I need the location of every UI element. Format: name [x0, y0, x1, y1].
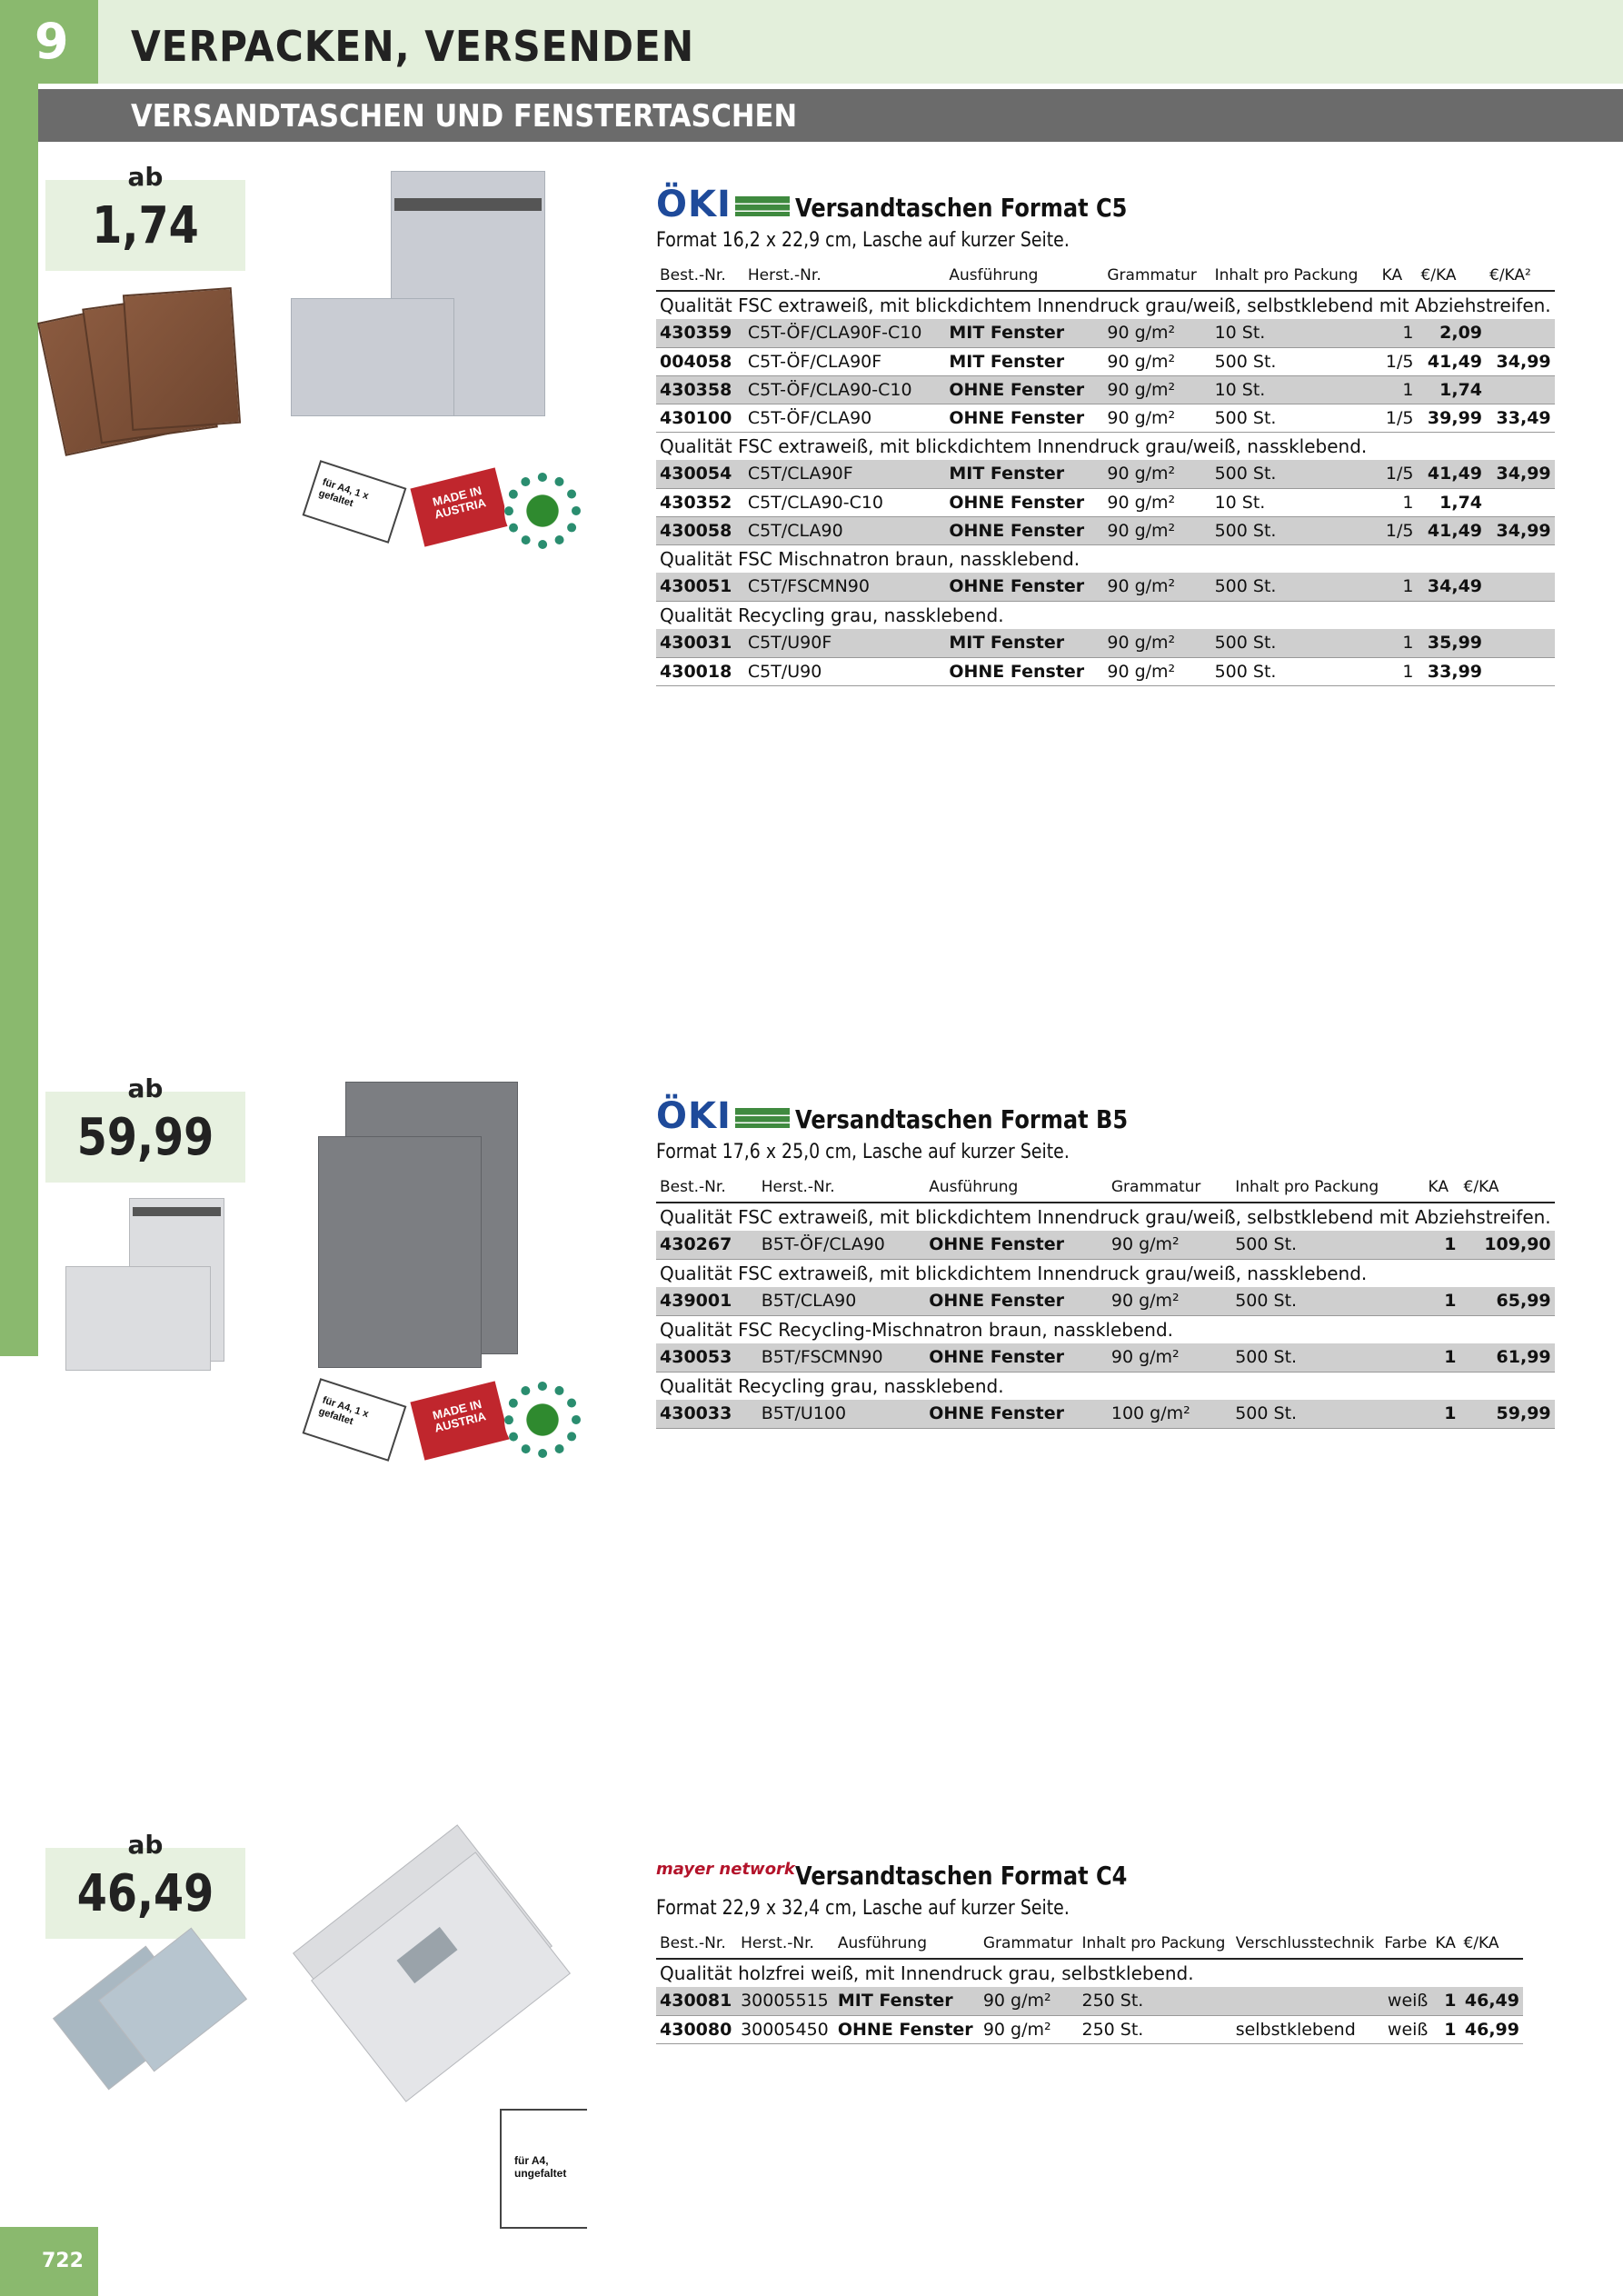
table-row — [656, 573, 1555, 601]
table-cell: 500 St. — [1211, 629, 1379, 657]
quality-row — [656, 544, 1555, 573]
table-cell: 30005450 — [737, 2015, 834, 2043]
table-cell: C5T/CLA90 — [744, 516, 945, 544]
table-cell: 34,99 — [1486, 347, 1555, 375]
table-cell: 41,49 — [1417, 516, 1486, 544]
table-cell: C5T/CLA90-C10 — [744, 488, 945, 516]
quality-description: Qualität Recycling grau, nassklebend. — [660, 604, 1004, 626]
table-cell: 430081 — [656, 1987, 737, 2015]
table-cell: OHNE Fenster — [925, 1287, 1108, 1315]
table-cell: 500 St. — [1211, 460, 1379, 488]
table-cell: 500 St. — [1231, 1400, 1424, 1428]
quality-row — [656, 1259, 1555, 1287]
brand-logo: ÖKI — [656, 1095, 790, 1137]
table-cell: 34,49 — [1417, 573, 1486, 601]
price-prefix: ab — [127, 162, 164, 192]
table-cell: 430031 — [656, 629, 744, 657]
table-cell: 1 — [1379, 375, 1418, 404]
table-cell: 90 g/m² — [980, 1987, 1079, 2015]
table-cell: 90 g/m² — [1103, 573, 1210, 601]
price-badge — [45, 162, 245, 271]
table-cell: 46,99 — [1459, 2015, 1523, 2043]
table-header — [656, 1928, 1523, 1959]
table-cell: 39,99 — [1417, 404, 1486, 432]
table-cell: B5T/U100 — [758, 1400, 925, 1428]
table-cell: 430100 — [656, 404, 744, 432]
table-cell: 1 — [1431, 1987, 1459, 2015]
table-row — [656, 629, 1555, 657]
quality-row — [656, 1203, 1555, 1231]
table-cell: 33,49 — [1486, 404, 1555, 432]
quality-row — [656, 432, 1555, 460]
table-header — [656, 260, 1555, 291]
eco-seal-icon — [504, 1382, 581, 1458]
table-cell: MIT Fenster — [945, 629, 1103, 657]
product-title: Versandtaschen Format C5 — [795, 193, 1128, 223]
column-header: Grammatur — [980, 1928, 1079, 1959]
price-badge — [45, 1830, 245, 1939]
product-title: Versandtaschen Format B5 — [795, 1104, 1129, 1134]
column-header: Ausführung — [834, 1928, 980, 1959]
table-cell: 109,90 — [1460, 1231, 1555, 1259]
column-header: Herst.-Nr. — [758, 1172, 925, 1203]
table-cell: weiß — [1380, 1987, 1431, 2015]
table-cell: 1 — [1379, 629, 1418, 657]
table-cell: 90 g/m² — [1103, 375, 1210, 404]
product-image-dark-envelope — [318, 1082, 518, 1368]
product-description: Format 16,2 x 22,9 cm, Lasche auf kurzer Seite. — [656, 229, 1070, 252]
table-cell: 500 St. — [1231, 1287, 1424, 1315]
table-cell: OHNE Fenster — [945, 488, 1103, 516]
product-table — [656, 260, 1555, 686]
table-row — [656, 1231, 1555, 1259]
column-header: Herst.-Nr. — [744, 260, 945, 291]
table-cell: 90 g/m² — [1108, 1231, 1231, 1259]
quality-description: Qualität FSC Mischnatron braun, nassklebend. — [660, 547, 1080, 570]
table-cell: 34,99 — [1486, 516, 1555, 544]
table-cell: 1 — [1425, 1231, 1460, 1259]
product-title: Versandtaschen Format C4 — [795, 1861, 1128, 1891]
table-cell: 1 — [1425, 1400, 1460, 1428]
table-row — [656, 375, 1555, 404]
table-cell: 1,74 — [1417, 375, 1486, 404]
table-cell: 90 g/m² — [980, 2015, 1079, 2043]
table-cell: 61,99 — [1460, 1343, 1555, 1372]
table-cell: 10 St. — [1211, 488, 1379, 516]
table-cell: OHNE Fenster — [945, 573, 1103, 601]
table-cell: 1 — [1425, 1343, 1460, 1372]
table-cell: 430018 — [656, 657, 744, 685]
table-cell: C5T/CLA90F — [744, 460, 945, 488]
section-title: VERSANDTASCHEN UND FENSTERTASCHEN — [131, 98, 798, 135]
table-cell: 90 g/m² — [1103, 629, 1210, 657]
table-cell: 34,99 — [1486, 460, 1555, 488]
table-cell: C5T-ÖF/CLA90F — [744, 347, 945, 375]
table-cell: 46,49 — [1459, 1987, 1523, 2015]
table-cell: 1 — [1379, 573, 1418, 601]
column-header: Inhalt pro Packung — [1078, 1928, 1231, 1959]
product-table — [656, 1928, 1523, 2044]
table-cell: 90 g/m² — [1108, 1343, 1231, 1372]
column-header: KA — [1379, 260, 1418, 291]
table-cell: 90 g/m² — [1103, 404, 1210, 432]
column-header: Inhalt pro Packung — [1231, 1172, 1424, 1203]
page-number: 722 — [0, 2227, 98, 2296]
column-header: Herst.-Nr. — [737, 1928, 834, 1959]
table-cell: 1 — [1379, 319, 1418, 347]
table-cell — [1486, 629, 1555, 657]
table-row — [656, 460, 1555, 488]
table-cell: 65,99 — [1460, 1287, 1555, 1315]
table-cell: B5T/FSCMN90 — [758, 1343, 925, 1372]
column-header: €/KA — [1417, 260, 1486, 291]
table-cell: 430358 — [656, 375, 744, 404]
price-prefix: ab — [127, 1830, 164, 1860]
table-cell: OHNE Fenster — [925, 1343, 1108, 1372]
table-cell: OHNE Fenster — [945, 657, 1103, 685]
column-header: Best.-Nr. — [656, 1928, 737, 1959]
table-cell: 90 g/m² — [1103, 657, 1210, 685]
table-cell: C5T-ÖF/CLA90F-C10 — [744, 319, 945, 347]
quality-description: Qualität FSC extraweiß, mit blickdichtem Innendruck grau/weiß, nassklebend. — [660, 1262, 1368, 1284]
table-cell: 1/5 — [1379, 347, 1418, 375]
table-cell: 1/5 — [1379, 404, 1418, 432]
quality-description: Qualität FSC extraweiß, mit blickdichtem Innendruck grau/weiß, nassklebend. — [660, 434, 1368, 457]
table-row — [656, 347, 1555, 375]
table-cell: 430033 — [656, 1400, 758, 1428]
table-cell: C5T-ÖF/CLA90 — [744, 404, 945, 432]
column-header: €/KA² — [1486, 260, 1555, 291]
column-header: Best.-Nr. — [656, 260, 744, 291]
table-cell: 30005515 — [737, 1987, 834, 2015]
table-cell: OHNE Fenster — [925, 1231, 1108, 1259]
table-row — [656, 488, 1555, 516]
quality-description: Qualität FSC Recycling-Mischnatron braun, nassklebend. — [660, 1318, 1173, 1341]
table-cell: 500 St. — [1231, 1231, 1424, 1259]
table-cell: 100 g/m² — [1108, 1400, 1231, 1428]
table-cell: 2,09 — [1417, 319, 1486, 347]
table-cell: 500 St. — [1211, 657, 1379, 685]
table-cell: 41,49 — [1417, 460, 1486, 488]
column-header: KA — [1425, 1172, 1460, 1203]
table-row — [656, 319, 1555, 347]
table-cell: OHNE Fenster — [945, 375, 1103, 404]
quality-row — [656, 601, 1555, 629]
table-cell: 41,49 — [1417, 347, 1486, 375]
brand-logo: mayer network — [656, 1860, 795, 1879]
table-cell: 1 — [1379, 657, 1418, 685]
table-cell: 90 g/m² — [1108, 1287, 1231, 1315]
table-cell: 430359 — [656, 319, 744, 347]
table-cell: 430058 — [656, 516, 744, 544]
table-cell: B5T/CLA90 — [758, 1287, 925, 1315]
table-cell: 90 g/m² — [1103, 347, 1210, 375]
product-description: Format 17,6 x 25,0 cm, Lasche auf kurzer Seite. — [656, 1141, 1070, 1163]
table-cell: MIT Fenster — [945, 460, 1103, 488]
table-cell: MIT Fenster — [834, 1987, 980, 2015]
quality-description: Qualität Recycling grau, nassklebend. — [660, 1374, 1004, 1397]
table-cell: 90 g/m² — [1103, 488, 1210, 516]
table-row — [656, 657, 1555, 685]
table-cell: selbstklebend — [1232, 2015, 1381, 2043]
table-cell: MIT Fenster — [945, 319, 1103, 347]
table-cell: 500 St. — [1231, 1343, 1424, 1372]
table-cell: 1,74 — [1417, 488, 1486, 516]
product-image-grey-envelope — [291, 171, 554, 416]
table-cell: C5T/U90F — [744, 629, 945, 657]
table-cell: OHNE Fenster — [925, 1400, 1108, 1428]
product-table — [656, 1172, 1555, 1429]
quality-description: Qualität holzfrei weiß, mit Innendruck grau, selbstklebend. — [660, 1962, 1194, 1984]
table-cell: 500 St. — [1211, 516, 1379, 544]
table-cell: 500 St. — [1211, 347, 1379, 375]
table-cell: OHNE Fenster — [945, 404, 1103, 432]
page-title: VERPACKEN, VERSENDEN — [131, 22, 695, 71]
table-cell: 430053 — [656, 1343, 758, 1372]
column-header: Inhalt pro Packung — [1211, 260, 1379, 291]
table-cell: B5T-ÖF/CLA90 — [758, 1231, 925, 1259]
table-row — [656, 1400, 1555, 1428]
table-cell: 439001 — [656, 1287, 758, 1315]
folding-info-card: für A4, 1 x gefaltet — [303, 1378, 407, 1462]
table-cell: OHNE Fenster — [834, 2015, 980, 2043]
table-cell — [1486, 375, 1555, 404]
table-row — [656, 1287, 1555, 1315]
table-cell: C5T-ÖF/CLA90-C10 — [744, 375, 945, 404]
table-cell: 1 — [1425, 1287, 1460, 1315]
table-cell: 1 — [1431, 2015, 1459, 2043]
table-cell: 430051 — [656, 573, 744, 601]
column-header: Best.-Nr. — [656, 1172, 758, 1203]
table-cell: weiß — [1380, 2015, 1431, 2043]
folding-info-card: für A4, ungefaltet — [500, 2109, 587, 2229]
table-row — [656, 1343, 1555, 1372]
product-image-brown-envelopes — [50, 291, 241, 445]
quality-row — [656, 291, 1555, 319]
column-header: KA — [1431, 1928, 1459, 1959]
table-cell: 430080 — [656, 2015, 737, 2043]
price-value: 1,74 — [92, 196, 199, 255]
table-cell: 004058 — [656, 347, 744, 375]
table-cell: 90 g/m² — [1103, 516, 1210, 544]
table-cell: 10 St. — [1211, 319, 1379, 347]
quality-row — [656, 1959, 1523, 1987]
table-cell: MIT Fenster — [945, 347, 1103, 375]
column-header: Ausführung — [925, 1172, 1108, 1203]
table-cell: 250 St. — [1078, 2015, 1231, 2043]
quality-row — [656, 1372, 1555, 1400]
product-description: Format 22,9 x 32,4 cm, Lasche auf kurzer Seite. — [656, 1897, 1070, 1920]
table-row — [656, 2015, 1523, 2043]
table-cell — [1486, 488, 1555, 516]
table-cell: 500 St. — [1211, 573, 1379, 601]
table-header — [656, 1172, 1555, 1203]
eco-seal-icon — [504, 473, 581, 549]
brand-logo: ÖKI — [656, 184, 790, 225]
quality-description: Qualität FSC extraweiß, mit blickdichtem Innendruck grau/weiß, selbstklebend mit Abziehstreifen. — [660, 294, 1551, 316]
column-header: Grammatur — [1108, 1172, 1231, 1203]
table-cell — [1232, 1987, 1381, 2015]
table-cell — [1486, 657, 1555, 685]
table-cell: C5T/FSCMN90 — [744, 573, 945, 601]
table-cell: 430054 — [656, 460, 744, 488]
table-cell: 1/5 — [1379, 460, 1418, 488]
table-cell: 500 St. — [1211, 404, 1379, 432]
side-bar — [0, 84, 38, 1356]
table-cell: 430352 — [656, 488, 744, 516]
table-cell: 35,99 — [1417, 629, 1486, 657]
table-cell: 90 g/m² — [1103, 460, 1210, 488]
column-header: €/KA — [1459, 1928, 1523, 1959]
made-in-austria-badge: MADE IN AUSTRIA — [410, 1381, 509, 1460]
table-cell: 430267 — [656, 1231, 758, 1259]
table-cell: 10 St. — [1211, 375, 1379, 404]
table-cell: 250 St. — [1078, 1987, 1231, 2015]
price-value: 59,99 — [76, 1108, 214, 1167]
price-badge — [45, 1073, 245, 1183]
product-image-window-envelope — [264, 1845, 573, 2081]
made-in-austria-badge: MADE IN AUSTRIA — [410, 467, 509, 546]
column-header: Grammatur — [1103, 260, 1210, 291]
table-cell: 59,99 — [1460, 1400, 1555, 1428]
product-image-blue-envelopes — [50, 1936, 241, 2081]
table-cell — [1486, 319, 1555, 347]
price-value: 46,49 — [76, 1864, 214, 1923]
price-prefix: ab — [127, 1073, 164, 1103]
table-cell: OHNE Fenster — [945, 516, 1103, 544]
table-cell: 90 g/m² — [1103, 319, 1210, 347]
table-row — [656, 1987, 1523, 2015]
table-cell: 1/5 — [1379, 516, 1418, 544]
column-header: Farbe — [1380, 1928, 1431, 1959]
quality-description: Qualität FSC extraweiß, mit blickdichtem Innendruck grau/weiß, selbstklebend mit Abziehstreifen. — [660, 1206, 1551, 1228]
table-cell: 1 — [1379, 488, 1418, 516]
product-image-light-envelope — [65, 1198, 229, 1371]
table-cell: 33,99 — [1417, 657, 1486, 685]
column-header: Verschlusstechnik — [1232, 1928, 1381, 1959]
folding-info-card: für A4, 1 x gefaltet — [303, 460, 407, 544]
table-cell: C5T/U90 — [744, 657, 945, 685]
column-header: Ausführung — [945, 260, 1103, 291]
chapter-number: 9 — [0, 0, 98, 84]
table-cell — [1486, 573, 1555, 601]
column-header: €/KA — [1460, 1172, 1555, 1203]
table-row — [656, 516, 1555, 544]
quality-row — [656, 1315, 1555, 1343]
table-row — [656, 404, 1555, 432]
